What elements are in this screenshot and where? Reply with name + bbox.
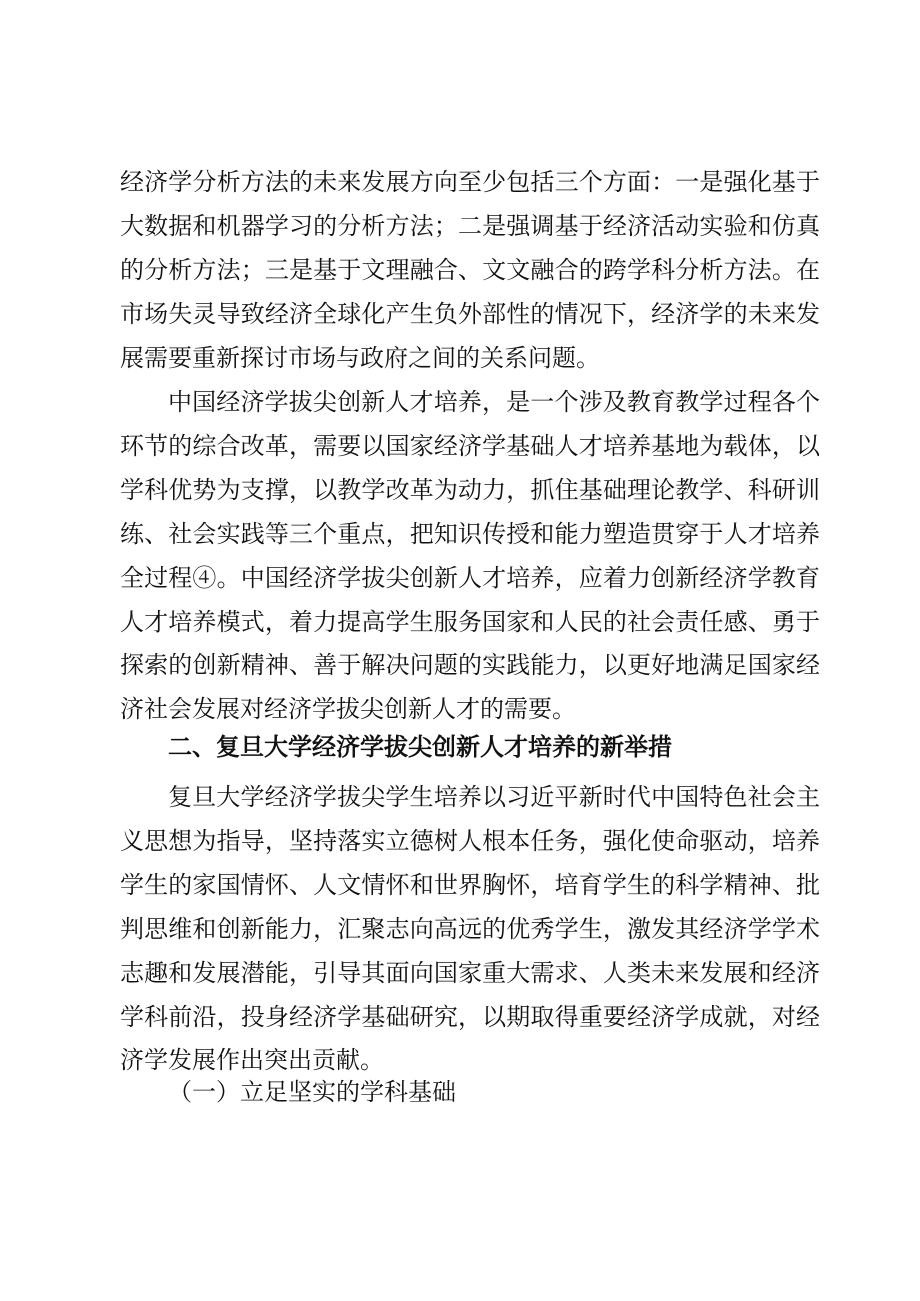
section-heading: 二、复旦大学经济学拔尖创新人才培养的新举措 [168, 733, 672, 761]
paragraph-economic-methods: 经济学分析方法的未来发展方向至少包括三个方面：一是强化基于大数据和机器学习的分析方法；二是强调基于经济活动实验和仿真的分析方法；三是基于文理融合、文文融合的跨学科分析方法。在市场失灵导致经济全球化产生负外部性的情况下，经济学的未来发展需要重新探讨市场与政府之间的关系问题。 [120, 168, 820, 372]
paragraph-fudan-training: 复旦大学经济学拔尖学生培养以习近平新时代中国特色社会主义思想为指导，坚持落实立德树人根本任务，强化使命驱动，培养学生的家国情怀、人文情怀和世界胸怀，培育学生的科学精神、批判思维和创新能力，汇聚志向高远的优秀学生，激发其经济学学术志趣和发展潜能，引导其面向国家重大需求、人类未来发展和经济学科前沿，投身经济学基础研究，以期取得重要经济学成就，对经济学发展作出突出贡献。 [120, 783, 820, 1075]
subsection-heading: （一）立足坚实的学科基础 [168, 1078, 456, 1106]
paragraph-talent-training: 中国经济学拔尖创新人才培养，是一个涉及教育教学过程各个环节的综合改革，需要以国家经济学基础人才培养基地为载体，以学科优势为支撑，以教学改革为动力，抓住基础理论教学、科研训练、社会实践等三个重点，把知识传授和能力塑造贯穿于人才培养全过程④。中国经济学拔尖创新人才培养，应着力创新经济学教育人才培养模式，着力提高学生服务国家和人民的社会责任感、勇于探索的创新精神、善于解决问题的实践能力，以更好地满足国家经济社会发展对经济学拔尖创新人才的需要。 [120, 388, 820, 724]
